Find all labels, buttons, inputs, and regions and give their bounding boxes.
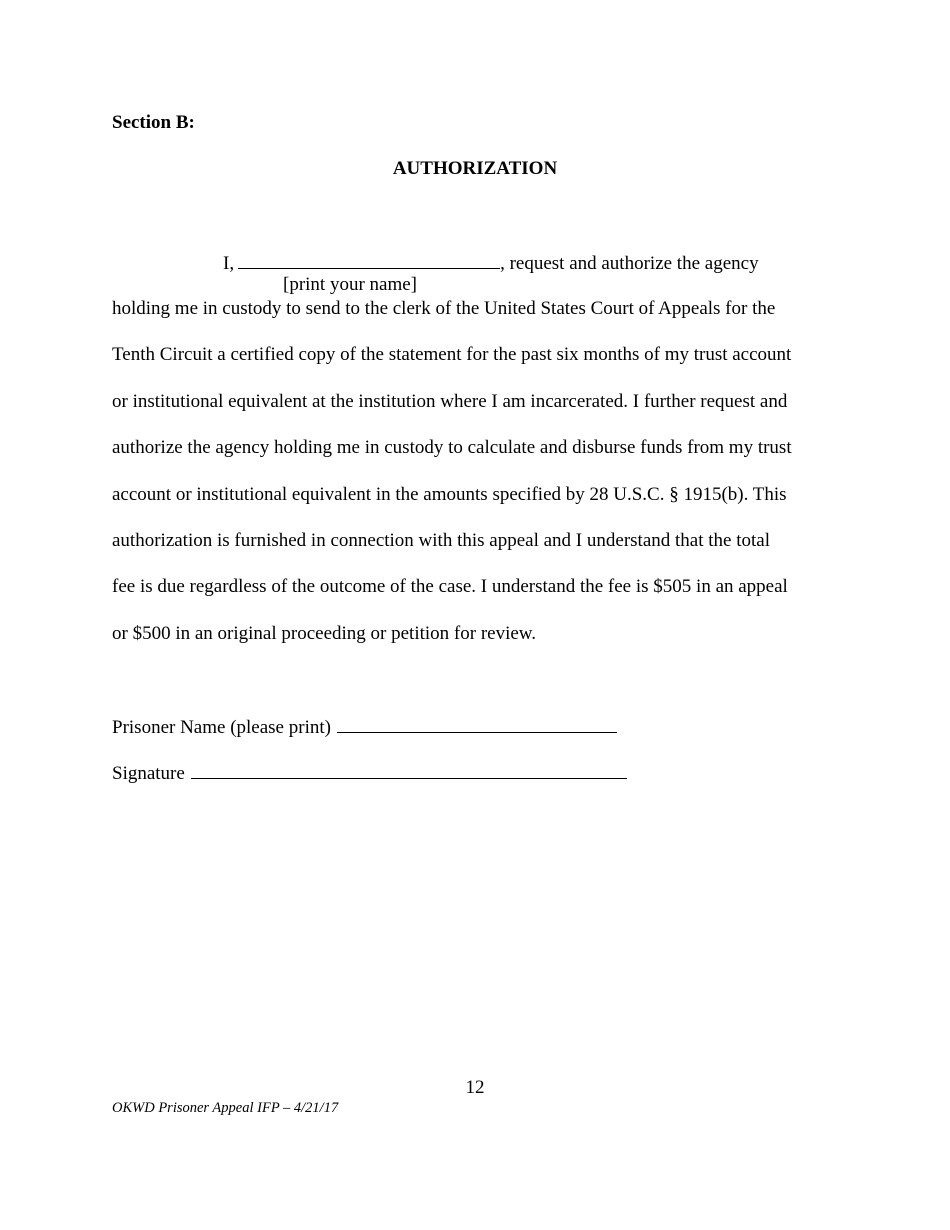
prisoner-name-label: Prisoner Name (please print) bbox=[112, 717, 331, 738]
print-name-caption: [print your name] bbox=[283, 274, 418, 295]
authorization-body bbox=[112, 296, 842, 667]
body-line: or $500 in an original proceeding or petition for review. bbox=[112, 622, 537, 644]
signature-blank[interactable] bbox=[191, 760, 627, 779]
authorization-intro-line bbox=[223, 250, 759, 275]
body-line: account or institutional equivalent in the amounts specified by 28 U.S.C. § 1915(b). This bbox=[112, 483, 787, 505]
intro-prefix: I, bbox=[223, 253, 235, 274]
signature-label: Signature bbox=[112, 763, 185, 784]
page-title: AUTHORIZATION bbox=[392, 158, 558, 179]
intro-suffix: , request and authorize the agency bbox=[500, 253, 759, 274]
page-number: 12 bbox=[465, 1077, 485, 1098]
body-line: fee is due regardless of the outcome of the case. I understand the fee is $505 in an appeal bbox=[112, 576, 788, 598]
prisoner-name-blank[interactable] bbox=[337, 714, 617, 733]
body-line: holding me in custody to send to the clerk of the United States Court of Appeals for the bbox=[112, 298, 776, 319]
body-line: Tenth Circuit a certified copy of the statement for the past six months of my trust account bbox=[112, 344, 792, 366]
section-heading: Section B: bbox=[112, 112, 195, 133]
body-line: or institutional equivalent at the institution where I am incarcerated. I further request and bbox=[112, 390, 788, 412]
signature-field bbox=[112, 760, 627, 785]
prisoner-name-field bbox=[112, 714, 617, 739]
footer-form-id: OKWD Prisoner Appeal IFP – 4/21/17 bbox=[112, 1100, 339, 1116]
body-line: authorization is furnished in connection with this appeal and I understand that the total bbox=[112, 529, 770, 551]
print-name-blank[interactable] bbox=[238, 250, 500, 269]
body-line: authorize the agency holding me in custody to calculate and disburse funds from my trust bbox=[112, 437, 792, 459]
